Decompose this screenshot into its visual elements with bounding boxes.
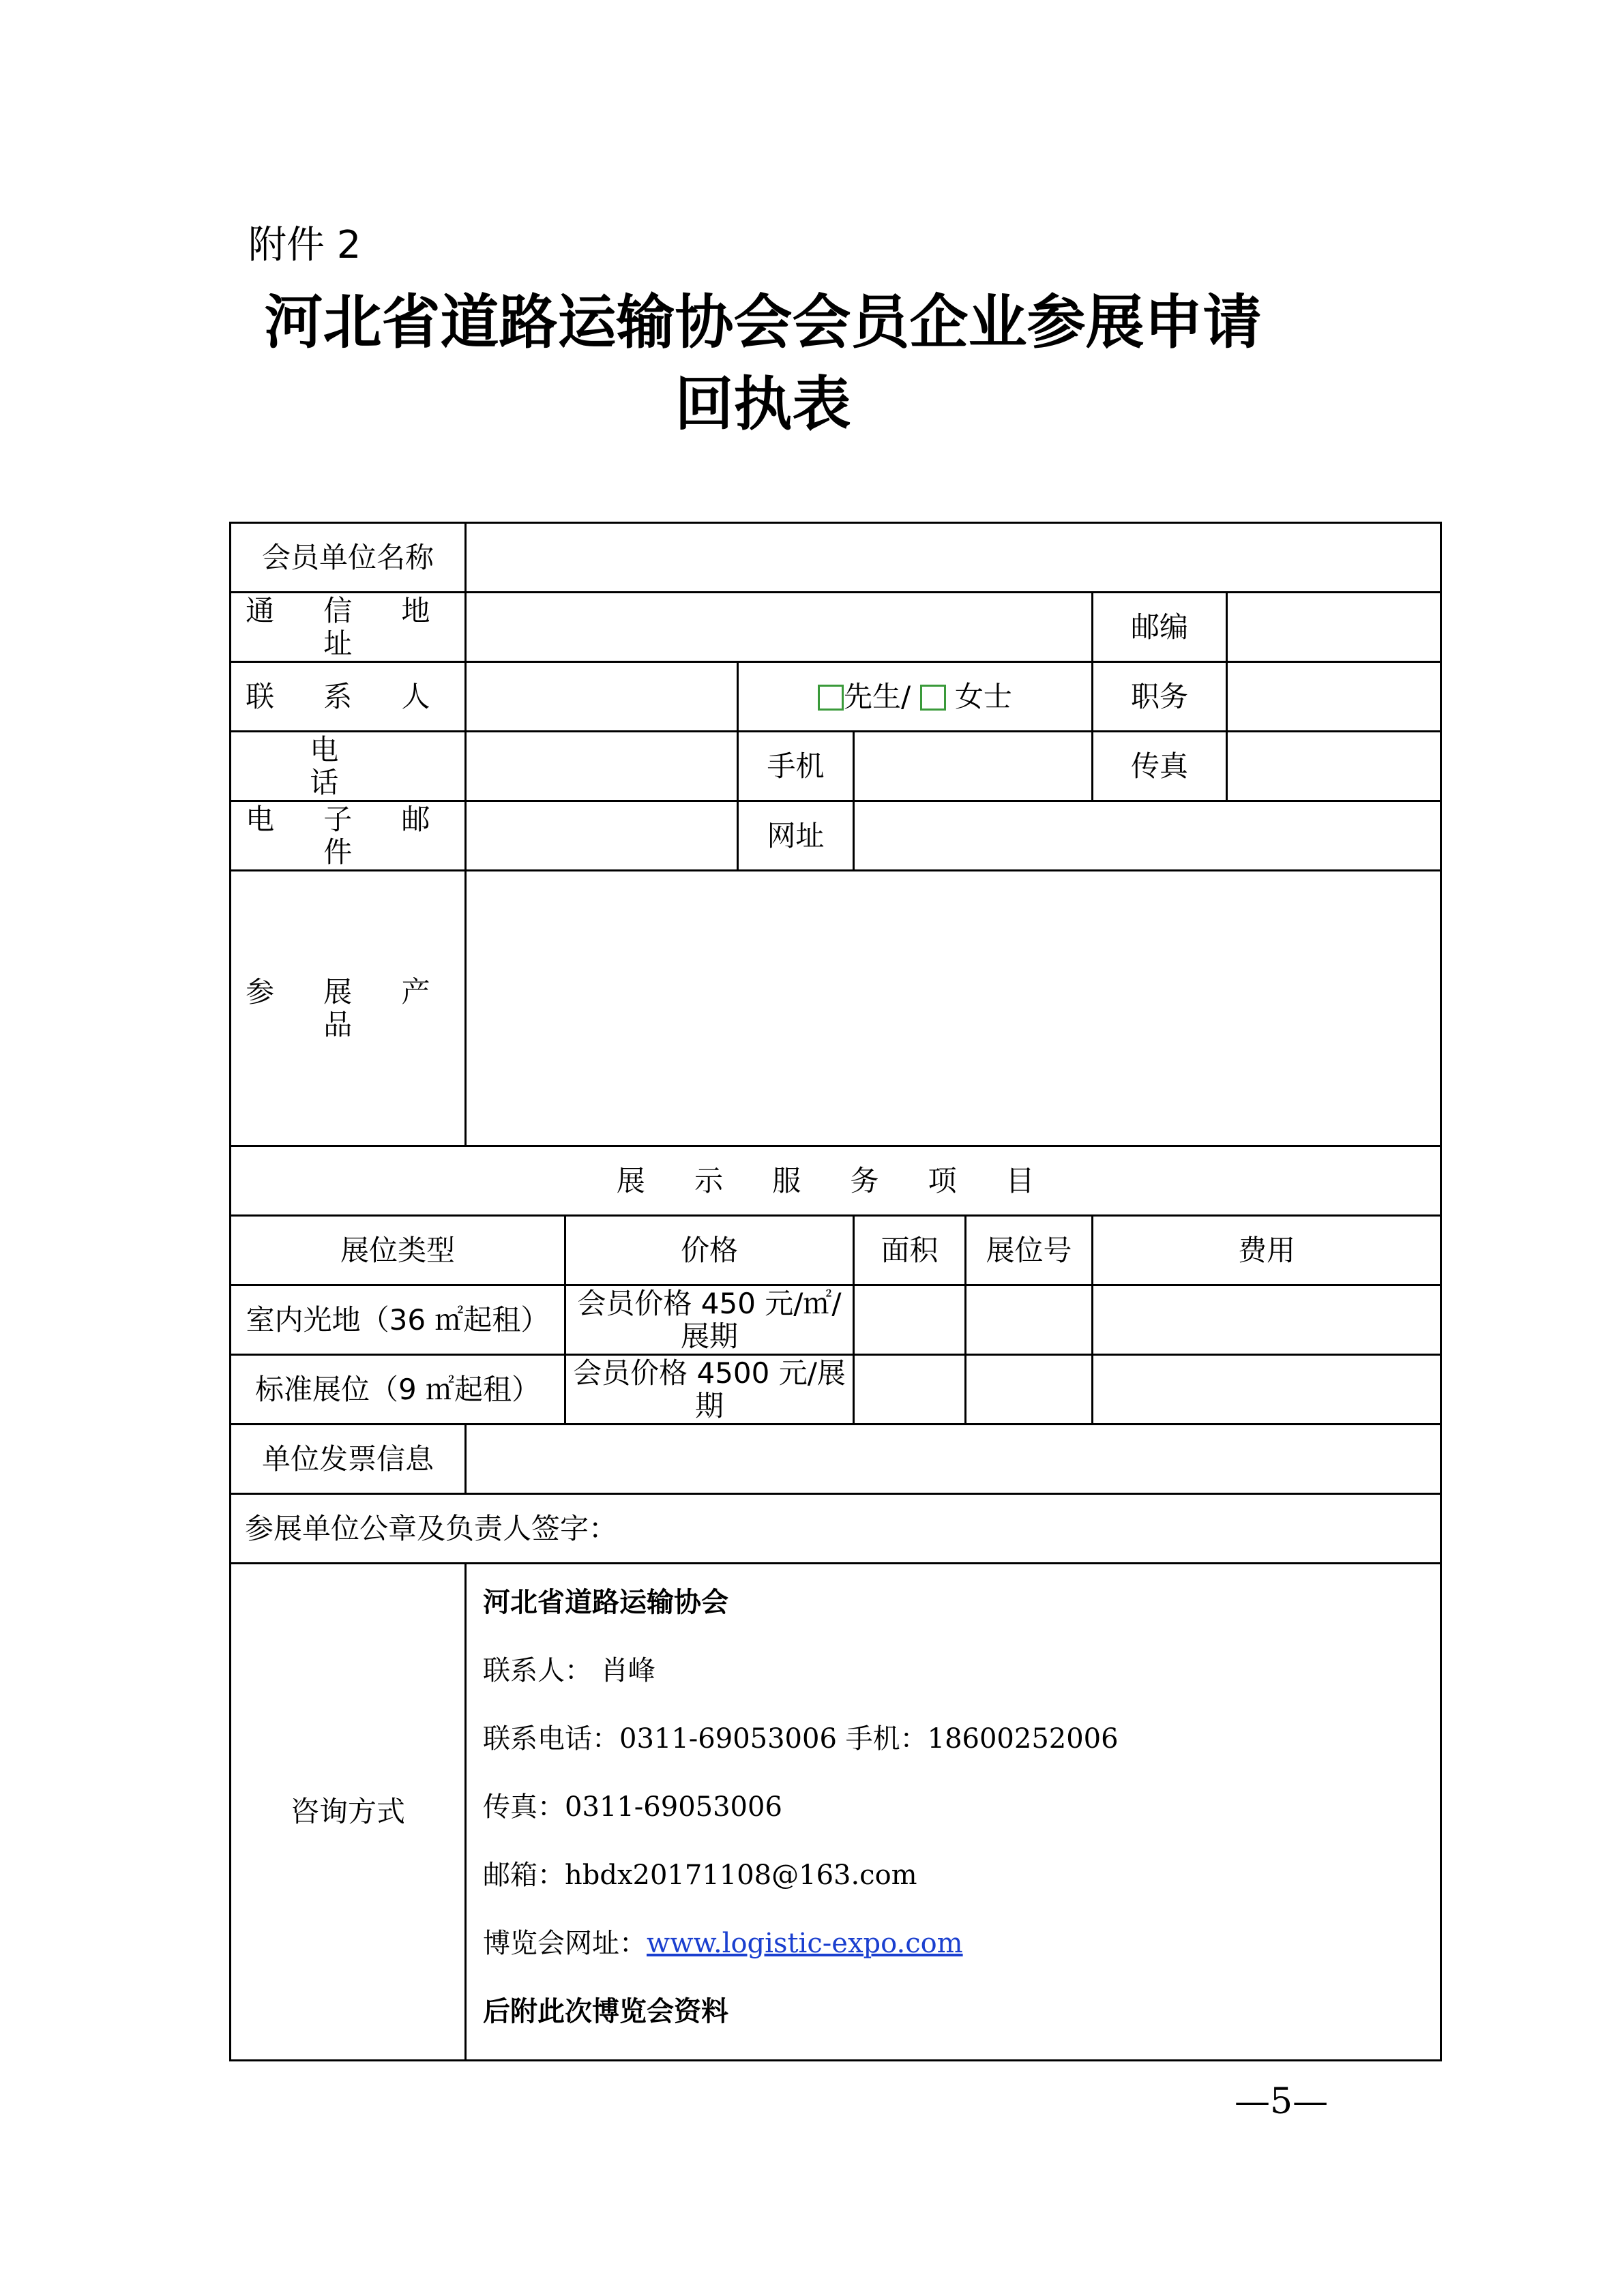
website-field[interactable] — [854, 801, 1441, 871]
gender-options — [738, 662, 1093, 732]
mr-label: 先生/ — [844, 679, 911, 713]
ms-checkbox[interactable] — [920, 685, 946, 711]
page-number: —5— — [1235, 2081, 1329, 2122]
contact-note: 后附此次博览会资料 — [483, 1996, 728, 2027]
fax-label: 传真 — [1093, 732, 1227, 801]
position-field[interactable] — [1227, 662, 1441, 732]
price-header: 价格 — [565, 1216, 854, 1285]
mobile-field[interactable] — [854, 732, 1093, 801]
expo-website-link[interactable]: www.logistic-expo.com — [647, 1928, 963, 1959]
postcode-field[interactable] — [1227, 593, 1441, 662]
contact-phone: 联系电话：0311-69053006 手机：18600252006 — [483, 1723, 1119, 1755]
products-label: 参 展 产 品 — [231, 871, 466, 1146]
address-field[interactable] — [466, 593, 1093, 662]
fax-field[interactable] — [1227, 732, 1441, 801]
postcode-label: 邮编 — [1093, 593, 1227, 662]
area-field-standard[interactable] — [854, 1355, 966, 1425]
contact-fax: 传真：0311-69053006 — [483, 1791, 782, 1823]
contact-email: 邮箱：hbdx20171108@163.com — [483, 1860, 917, 1891]
area-header: 面积 — [854, 1216, 966, 1285]
email-label: 电 子 邮 件 — [231, 801, 466, 871]
mr-checkbox[interactable] — [818, 685, 844, 711]
booth-number-header: 展位号 — [966, 1216, 1093, 1285]
contact-org: 河北省道路运输协会 — [483, 1587, 728, 1618]
phone-label: 电 话 — [231, 732, 466, 801]
area-field-raw-space[interactable] — [854, 1285, 966, 1355]
attachment-label: 附件 2 — [248, 223, 361, 267]
booth-number-field-raw-space[interactable] — [966, 1285, 1093, 1355]
consult-label: 咨询方式 — [231, 1564, 466, 2061]
price-standard: 会员价格 4500 元/展期 — [565, 1355, 854, 1425]
fee-field-standard[interactable] — [1093, 1355, 1441, 1425]
position-label: 职务 — [1093, 662, 1227, 732]
address-label: 通 信 地 址 — [231, 593, 466, 662]
booth-type-raw-space: 室内光地（36 ㎡起租） — [231, 1285, 565, 1355]
seal-signature-label: 参展单位公章及负责人签字： — [231, 1494, 1441, 1564]
booth-type-header: 展位类型 — [231, 1216, 565, 1285]
fee-field-raw-space[interactable] — [1093, 1285, 1441, 1355]
member-name-field[interactable] — [466, 523, 1441, 593]
member-name-label: 会员单位名称 — [231, 523, 466, 593]
invoice-label: 单位发票信息 — [231, 1425, 466, 1494]
invoice-field[interactable] — [466, 1425, 1441, 1494]
contact-website-line — [483, 1923, 1440, 1991]
products-field[interactable] — [466, 871, 1441, 1146]
ms-label: 女士 — [954, 679, 1012, 713]
form-title-line1: 河北省道路运输协会会员企业参展申请 — [264, 288, 1262, 357]
booth-number-field-standard[interactable] — [966, 1355, 1093, 1425]
mobile-label: 手机 — [738, 732, 854, 801]
services-heading: 展 示 服 务 项 目 — [231, 1146, 1441, 1216]
website-label: 网址 — [738, 801, 854, 871]
fee-header: 费用 — [1093, 1216, 1441, 1285]
registration-form — [229, 522, 1442, 2061]
contact-person: 联系人： 肖峰 — [483, 1655, 655, 1686]
form-title-line2: 回执表 — [675, 370, 851, 438]
booth-type-standard: 标准展位（9 ㎡起租） — [231, 1355, 565, 1425]
website-prefix: 博览会网址： — [483, 1928, 647, 1959]
contact-person-label: 联 系 人 — [231, 662, 466, 732]
contact-person-field[interactable] — [466, 662, 738, 732]
contact-info — [466, 1564, 1441, 2061]
phone-field[interactable] — [466, 732, 738, 801]
price-raw-space: 会员价格 450 元/㎡/展期 — [565, 1285, 854, 1355]
email-field[interactable] — [466, 801, 738, 871]
